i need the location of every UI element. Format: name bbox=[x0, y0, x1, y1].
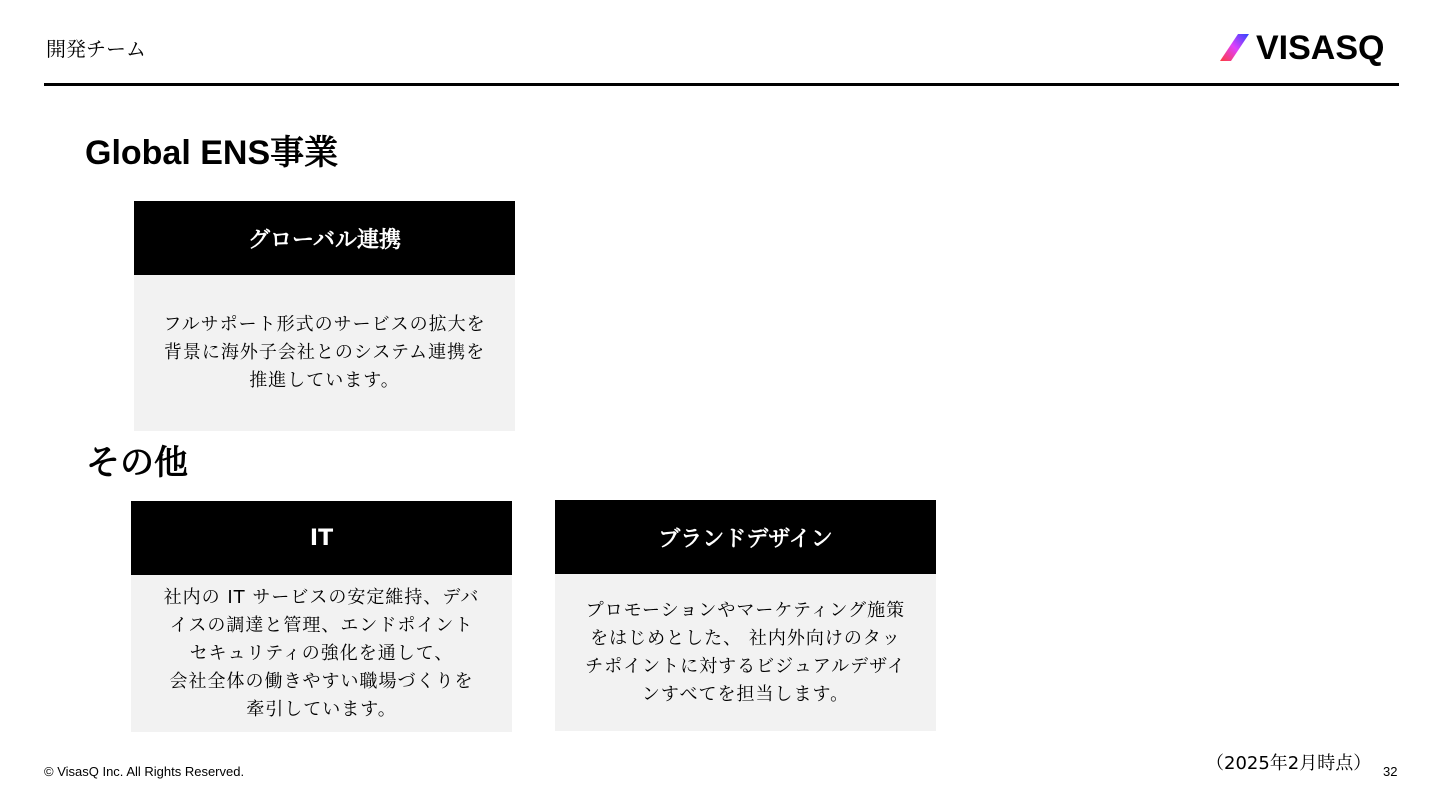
section-title-other: その他 bbox=[86, 444, 188, 482]
visasq-logo bbox=[1218, 30, 1398, 66]
footer-date-note: （2025年2月時点） bbox=[1206, 753, 1372, 774]
logo-slash-icon bbox=[1218, 30, 1252, 66]
card-global-partnership bbox=[134, 201, 515, 431]
card-header: ブランドデザイン bbox=[555, 500, 936, 574]
section-title-global-ens: Global ENS事業 bbox=[85, 134, 339, 172]
header-divider bbox=[44, 83, 1399, 86]
logo-wordmark: VISASQ bbox=[1256, 29, 1385, 67]
card-description: プロモーションやマーケティング施策 をはじめとした、 社内外向けのタッ チポイントに対するビジュアルデザイ ンすべてを担当します。 bbox=[555, 574, 936, 731]
card-description: フルサポート形式のサービスの拡大を 背景に海外子会社とのシステム連携を 推進しています。 bbox=[134, 275, 515, 431]
card-brand-design bbox=[555, 500, 936, 731]
card-description: 社内の IT サービスの安定維持、デバ イスの調達と管理、エンドポイント セキュリティの強化を通して、 会社全体の働きやすい職場づくりを 牽引しています。 bbox=[131, 575, 512, 732]
footer-copyright: © VisasQ Inc. All Rights Reserved. bbox=[44, 764, 245, 779]
page-number: 32 bbox=[1383, 764, 1398, 779]
card-header: IT bbox=[131, 501, 512, 575]
page-header-title: 開発チーム bbox=[46, 37, 146, 61]
card-header: グローバル連携 bbox=[134, 201, 515, 275]
card-it bbox=[131, 501, 512, 732]
